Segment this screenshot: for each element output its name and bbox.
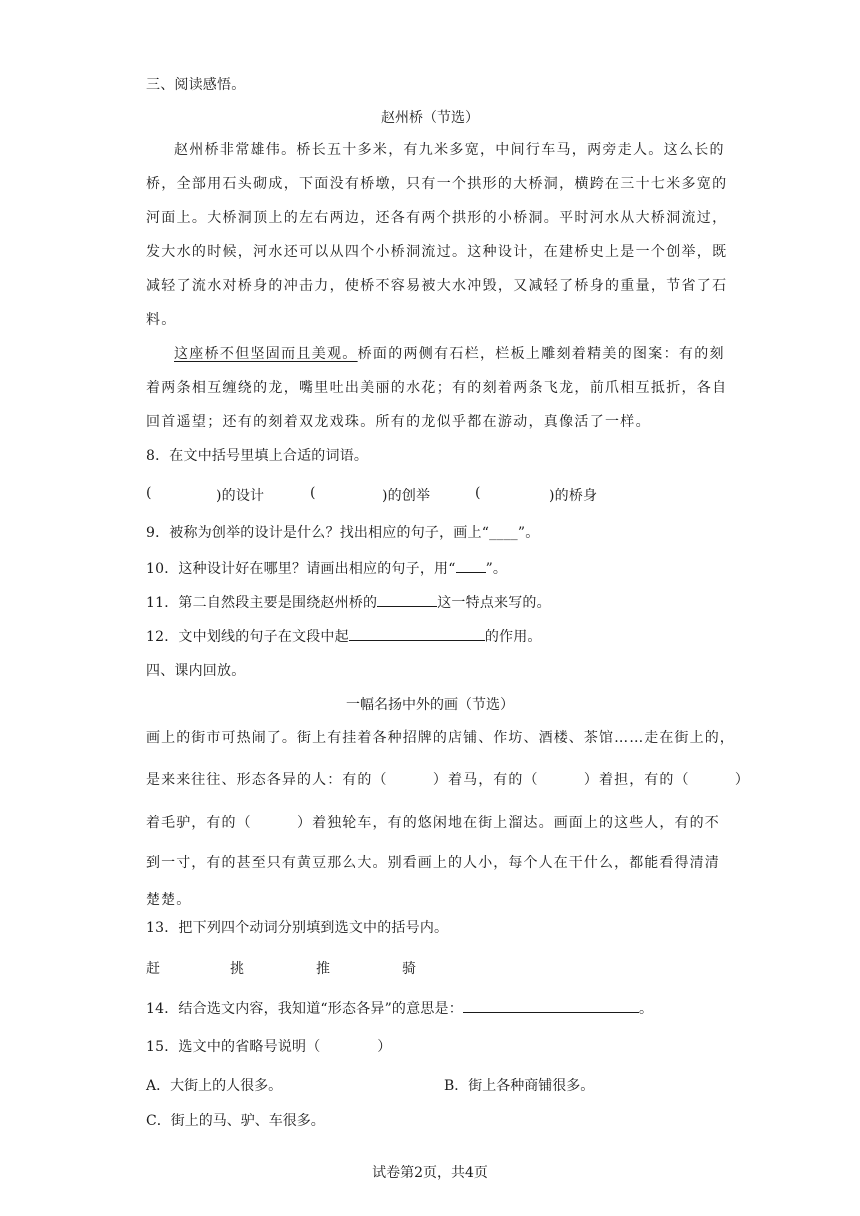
fill-blank-open: (	[475, 485, 481, 501]
fill-blank-innovation: )的创举	[382, 488, 431, 504]
text-line: 料。	[146, 312, 177, 328]
verb-option: 挑	[230, 961, 245, 977]
option-a[interactable]: A．大街上的人很多。	[146, 1078, 283, 1094]
question-text: 10．这种设计好在哪里？请画出相应的句子，用“	[146, 561, 456, 577]
question-text: ”。	[485, 561, 508, 577]
question-15: 15．选文中的省略号说明（ ）	[146, 1039, 392, 1055]
question-11	[146, 592, 551, 612]
text-line	[146, 337, 725, 371]
question-text: 11．第二自然段主要是围绕赵州桥的	[146, 595, 378, 611]
text-line: 着毛驴，有的（ ）着独轮车，有的悠闲地在街上溜达。画面上的这些人，有的不	[146, 815, 720, 831]
passage-paragraph-2	[146, 337, 728, 439]
question-9: 9．被称为创举的设计是什么？找出相应的句子，画上“____”。	[146, 525, 540, 541]
text-line: 到一寸，有的甚至只有黄豆那么大。别看画上的人小，每个人在干什么，都能看得清清	[146, 855, 720, 871]
page-footer: 试卷第2页，共4页	[372, 1165, 488, 1181]
question-14	[146, 998, 653, 1018]
question-text: 这一特点来写的。	[437, 595, 551, 611]
answer-blank[interactable]	[456, 558, 486, 573]
passage-title: 赵州桥（节选）	[381, 110, 479, 126]
option-c[interactable]: C．街上的马、驴、车很多。	[146, 1113, 325, 1129]
answer-blank[interactable]	[377, 592, 437, 607]
passage-paragraph-3	[146, 718, 750, 918]
question-12	[146, 626, 542, 646]
verb-option: 推	[316, 961, 331, 977]
question-text: 的作用。	[484, 629, 542, 645]
text-line: 楚楚。	[146, 892, 192, 908]
text-line: 发大水的时候，河水还可以从四个小桥洞流过。这种设计，在建桥史上是一个创举，既	[146, 244, 728, 260]
section-heading: 三、阅读感悟。	[146, 77, 246, 93]
text-line: 着两条相互缠绕的龙，嘴里吐出美丽的水花；有的刻着两条飞龙，前爪相互抵折，各自	[146, 380, 728, 396]
text-line: 河面上。大桥洞顶上的左右两边，还各有两个拱形的小桥洞。平时河水从大桥洞流过，	[146, 210, 728, 226]
fill-blank-open: (	[310, 485, 316, 501]
question-text: 14．结合选文内容，我知道“形态各异”的意思是：	[146, 1001, 463, 1017]
verb-option: 骑	[402, 961, 417, 977]
text-line: 赵州桥非常雄伟。桥长五十多米，有九米多宽，中间行车马，两旁走人。这么长的	[174, 142, 725, 158]
question-10	[146, 558, 507, 578]
text-span: 桥面的两侧有石栏，栏板上雕刻着精美的图案：有的刻	[357, 346, 725, 362]
text-line: 减轻了流水对桥身的冲击力，使桥不容易被大水冲毁，又减轻了桥身的重量，节省了石	[146, 278, 728, 294]
question-13: 13．把下列四个动词分别填到选文中的括号内。	[146, 920, 449, 936]
text-line: 桥，全部用石头砌成，下面没有桥墩，只有一个拱形的大桥洞，横跨在三十七米多宽的	[146, 176, 728, 192]
text-line: 是来来往往、形态各异的人：有的（ ）着马，有的（ ）着担，有的（ ）	[146, 772, 750, 788]
question-text: 。	[638, 1001, 654, 1017]
answer-blank[interactable]	[349, 626, 485, 641]
fill-blank-design: )的设计	[216, 488, 265, 504]
answer-blank[interactable]	[463, 998, 639, 1013]
fill-blank-bridge-body: )的桥身	[549, 488, 598, 504]
text-line: 画上的街市可热闹了。街上有挂着各种招牌的店铺、作坊、酒楼、茶馆……走在街上的，	[146, 730, 735, 746]
passage-paragraph-1	[146, 133, 728, 337]
fill-blank-open: (	[146, 485, 152, 501]
verb-option: 赶	[146, 961, 161, 977]
question-text: 12．文中划线的句子在文段中起	[146, 629, 349, 645]
option-b[interactable]: B．街上各种商铺很多。	[444, 1078, 595, 1094]
underlined-sentence: 这座桥不但坚固而且美观。	[174, 346, 358, 362]
section-heading: 四、课内回放。	[146, 663, 246, 679]
text-line: 回首遥望；还有的刻着双龙戏珠。所有的龙似乎都在游动，真像活了一样。	[146, 414, 651, 430]
question-8: 8．在文中括号里填上合适的词语。	[146, 448, 369, 464]
passage-title: 一幅名扬中外的画（节选）	[346, 697, 514, 713]
